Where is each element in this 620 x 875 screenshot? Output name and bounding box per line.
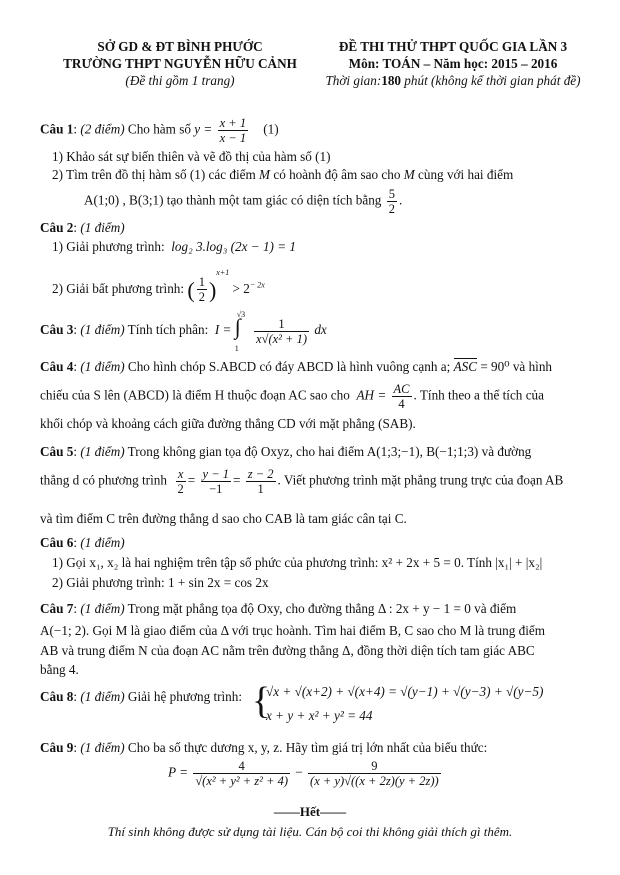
page-count-note: (Đề thi gồm 1 trang) <box>125 73 235 88</box>
subject-year: Môn: TOÁN – Năm học: 2015 – 2016 <box>348 56 558 71</box>
question-8: Câu 8: (1 điểm) Giải hệ phương trình: <box>40 689 243 704</box>
question-3: Câu 3: (1 điểm) Tính tích phân: I = √3 ∫ 1 $\frac{1}{\text{x√(x² + 1)}}$ dx <box>40 310 327 353</box>
school-name: TRƯỜNG THPT NGUYỄN HỮU CẢNH <box>63 56 297 71</box>
end-marker: ——Hết—— <box>273 804 347 819</box>
question-1-item-2: 2) Tìm trên đồ thị hàm số (1) các điểm M có hoành độ âm sao cho M cùng với hai điểm <box>52 167 514 182</box>
exam-title: ĐỀ THI THỬ THPT QUỐC GIA LẦN 3 <box>338 39 568 54</box>
question-7-line-3: AB và trung điểm N của đoạn AC nằm trên đường thẳng Δ, đồng thời diện tích tam giác ABC <box>40 643 535 658</box>
question-6-item-2: 2) Giải phương trình: 1 + sin 2x = cos 2x <box>52 575 269 590</box>
question-7: Câu 7: (1 điểm) Trong mặt phẳng tọa độ Oxy, cho đường thẳng Δ : 2x + y − 1 = 0 và điểm <box>40 601 517 616</box>
system-eq-2: x + y + x² + y² = 44 <box>266 708 373 723</box>
question-6-item-1: 1) Gọi x₁, x₂ là hai nghiệm trên tập số phức của phương trình: x² + 2x + 5 = 0. Tính |x₁| + |x₂| <box>52 555 543 570</box>
system-eq-1: √x + √(x+2) + √(x+4) = √(y−1) + √(y−3) + √(y−5) <box>266 684 544 699</box>
time-note: Thời gian:180 phút (không kể thời gian phát đề) <box>325 73 581 88</box>
header-right <box>298 38 608 89</box>
question-4: Câu 4: (1 điểm) Cho hình chóp S.ABCD có đáy ABCD là hình vuông cạnh a; ASC = 90⁰ và hình <box>40 359 553 374</box>
area-fraction: $\frac{5}{2}$ <box>388 187 395 216</box>
question-2: Câu 2: (1 điểm) <box>40 220 125 235</box>
question-7-line-2: A(−1; 2). Gọi M là giao điểm của Δ với trục hoành. Tìm hai điểm B, C sao cho M là trung điểm <box>40 623 546 638</box>
question-1-item-1: 1) Khảo sát sự biến thiên và vẽ đồ thị của hàm số (1) <box>52 149 331 164</box>
question-2-item-2: 2) Giải bất phương trình: ( $\frac{1}{2}$ )$^{x+1} > 2^{- 2x}$ <box>52 268 265 305</box>
question-4-line-3: khối chóp và khoảng cách giữa đường thẳng CD với mặt phẳng (SAB). <box>40 416 416 431</box>
question-2-item-1: 1) Giải phương trình: log₂ 3.log₃ (2x − 1) = 1 <box>52 239 297 254</box>
footer-note: Thí sinh không được sử dụng tài liệu. Cán bộ coi thi không giải thích gì thêm. <box>107 824 513 839</box>
question-1-item-2-cont: A(1;0) , B(3;1) tạo thành một tam giác có diện tích bằng $\frac{5}{2}$ . <box>84 187 403 216</box>
expression-P: P = $\frac{4}{\text{√(x² + y² + z² + 4)}}$ − $\frac{9}{(x + y)√((x + 2z)(y + 2z))}$ <box>168 759 439 788</box>
exam-page: SỞ GD & ĐT BÌNH PHƯỚC TRƯỜNG THPT NGUYỄN HỮU CẢNH (Đề thi gồm 1 trang) ĐỀ THI THỬ THPT QUỐC GIA LẦN 3 Môn: TOÁN – Năm học: 2015 – 2016 Thời gian:180 phút (không kể thời gian phát đề) Câu 1: (2 điểm) Cho hàm số y = $\frac{x + 1}{x - 1}$ (1) 1) Khảo sát sự biến thiên và vẽ đồ thị của hàm số (1) 2) Tìm trên đồ thị hàm số (1) các điểm M có hoành độ âm sao cho M cùng với hai điểm A(1;0) , B(3;1) tạo thành một tam giác có diện tích bằng $\frac{5}{2}$ . Câu 2: (1 điểm) 1) Giải phương trình: log₂ 3.log₃ (2x − 1) = 1 2) Giải bất phương trình: ( $\frac{1}{2}$ )$^{x+1} > 2^{- 2x}$ Câu 3: (1 điểm) Tính tích phân: I = √3 ∫ 1 $\frac{1}{\text{x√(x² + 1)}}$ dx Câu 4: (1 điểm) Cho hình chóp S.ABCD có đáy ABCD là hình vuông cạnh a; ASC = 90⁰ và hình chiếu của S lên (ABCD) là điểm H thuộc đoạn AC sao cho AH = $\frac{AC}{4}$ . Tính theo a thể tích của khối chóp và khoảng cách giữa đường thẳng CD với mặt phẳng (SAB). Câu 5: (1 điểm) Trong không gian tọa độ Oxyz, cho hai điểm A(1;3;−1), B(−1;1;3) và đường thẳng d có phương trình $\frac{x}{2}$ = $\frac{y - 1}{-1}$ = $\frac{z - 2}{1}$ . Viết phương trình mặt phẳng trung trực của đoạn AB và tìm điểm C trên đường thẳng d sao cho CAB là tam giác cân tại C. Câu 6: (1 điểm) 1) Gọi x₁, x₂ là hai nghiệm trên tập số phức của phương trình: x² + 2x + 5 = 0. Tính |x₁| + |x₂| 2) Giải phương trình: 1 + sin 2x = cos 2x Câu 7: (1 điểm) Trong mặt phẳng tọa độ Oxy, cho đường thẳng Δ : 2x + y − 1 = 0 và điểm A(−1; 2). Gọi M là giao điểm của Δ với trục hoành. Tìm hai điểm B, C sao cho M là trung điểm AB và trung điểm N của đoạn AC nằm trên đường thẳng Δ, đồng thời diện tích tam giác ABC bằng 4. Câu 8: (1 điểm) Giải hệ phương trình: { √x + √(x+2) + √(x+4) = √(y−1) + √(y−3) + √(y−5) x + y + x² + y² = 44 Câu 9: (1 điểm) Cho ba số thực dương x, y, z. Hãy tìm giá trị lớn nhất của biểu thức: P = $\frac{4}{\text{√(x² + y² + z² + 4)}}$ − $\frac{9}{(x + y)√((x + 2z)(y + 2z))}$ ——Hết—— Thí sinh không được sử dụng tài liệu. Cán bộ coi thi không giải thích gì thêm. <box>0 0 620 875</box>
question-5-line-2: thẳng d có phương trình $\frac{x}{2}$ = $\frac{y - 1}{-1}$ = $\frac{z - 2}{1}$ . Viết phương trình mặt phẳng trung trực của đoạn AB <box>40 467 564 496</box>
integral-sign: √3 ∫ 1 <box>234 310 246 353</box>
header-left <box>55 38 305 89</box>
question-5: Câu 5: (1 điểm) Trong không gian tọa độ Oxyz, cho hai điểm A(1;3;−1), B(−1;1;3) và đường <box>40 444 532 459</box>
function-fraction: $\frac{x + 1}{x - 1}$ <box>219 116 247 145</box>
question-9: Câu 9: (1 điểm) Cho ba số thực dương x, y, z. Hãy tìm giá trị lớn nhất của biểu thức: <box>40 740 488 755</box>
question-6: Câu 6: (1 điểm) <box>40 535 125 550</box>
question-7-line-4: bằng 4. <box>40 662 79 677</box>
question-1: Câu 1: (2 điểm) Cho hàm số y = $\frac{x + 1}{x - 1}$ (1) <box>40 116 279 145</box>
question-4-line-2: chiếu của S lên (ABCD) là điểm H thuộc đoạn AC sao cho AH = $\frac{AC}{4}$ . Tính theo a thể tích của <box>40 382 544 411</box>
department-name: SỞ GD & ĐT BÌNH PHƯỚC <box>97 39 263 54</box>
question-5-line-3: và tìm điểm C trên đường thẳng d sao cho CAB là tam giác cân tại C. <box>40 511 407 526</box>
